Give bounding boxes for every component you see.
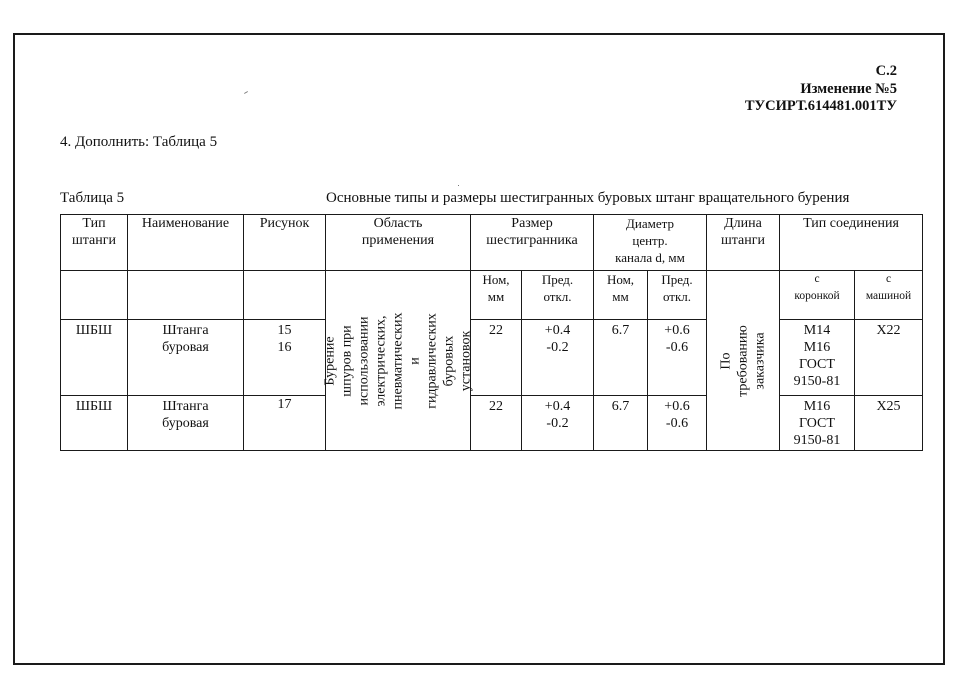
hex-tol-subheader: Пред. откл. <box>522 271 594 320</box>
length-cell <box>707 271 780 451</box>
row-diam-tol: +0.6 -0.6 <box>648 320 707 396</box>
row-machine: Х22 <box>855 320 923 396</box>
row-hex-tol: +0.4 -0.2 <box>522 320 594 396</box>
row-diam-nom: 6.7 <box>594 320 648 396</box>
hex-nom-subheader: Ном, мм <box>471 271 522 320</box>
instruction-text: 4. Дополнить: Таблица 5 <box>60 134 218 150</box>
table-caption: Основные типы и размеры шестигранных буровых штанг вращательного бурения <box>326 190 850 206</box>
crown-subheader: с коронкой <box>780 271 855 320</box>
row-type: ШБШ <box>61 396 128 451</box>
row-figure: 17 <box>244 396 326 451</box>
change-number: Изменение №5 <box>800 81 897 97</box>
row-crown: М14 М16 ГОСТ 9150-81 <box>780 320 855 396</box>
row-name: Штанга буровая <box>128 396 244 451</box>
row-hex-nom: 22 <box>471 396 522 451</box>
scan-speck <box>458 185 459 186</box>
rods-table <box>60 214 923 451</box>
row-type: ШБШ <box>61 320 128 396</box>
row-hex-tol: +0.4 -0.2 <box>522 396 594 451</box>
subheader-row <box>61 271 923 320</box>
row-name: Штанга буровая <box>128 320 244 396</box>
length-vertical-text: По требованию заказчика <box>718 324 768 397</box>
empty-cell <box>128 271 244 320</box>
diam-tol-subheader: Пред. откл. <box>648 271 707 320</box>
document-code: ТУСИРТ.614481.001ТУ <box>744 98 897 114</box>
area-vertical-text: Бурение шпуров при использовании электрических, пневматических и гидравлических буровых установок <box>322 312 474 409</box>
col-name-header: Наименование <box>128 215 244 271</box>
col-hex-size-header: Размер шестигранника <box>471 215 594 271</box>
table-label: Таблица 5 <box>60 190 125 206</box>
machine-subheader: с машиной <box>855 271 923 320</box>
row-machine: Х25 <box>855 396 923 451</box>
header-row <box>61 215 923 271</box>
area-cell <box>322 271 474 451</box>
col-length-header: Длина штанги <box>707 215 780 271</box>
col-area-header: Область применения <box>326 215 471 271</box>
table-row <box>61 396 923 451</box>
row-hex-nom: 22 <box>471 320 522 396</box>
diam-nom-subheader: Ном, мм <box>594 271 648 320</box>
table-row <box>61 320 923 396</box>
empty-cell <box>244 271 326 320</box>
col-connection-header: Тип соединения <box>780 215 923 271</box>
col-diameter-header: Диаметр центр. канала d, мм <box>594 215 707 271</box>
row-diam-nom: 6.7 <box>594 396 648 451</box>
page-number: С.2 <box>875 63 897 79</box>
row-crown: М16 ГОСТ 9150-81 <box>780 396 855 451</box>
row-figure: 15 16 <box>244 320 326 396</box>
empty-cell <box>61 271 128 320</box>
col-type-header: Тип штанги <box>61 215 128 271</box>
col-figure-header: Рисунок <box>244 215 326 271</box>
row-diam-tol: +0.6 -0.6 <box>648 396 707 451</box>
